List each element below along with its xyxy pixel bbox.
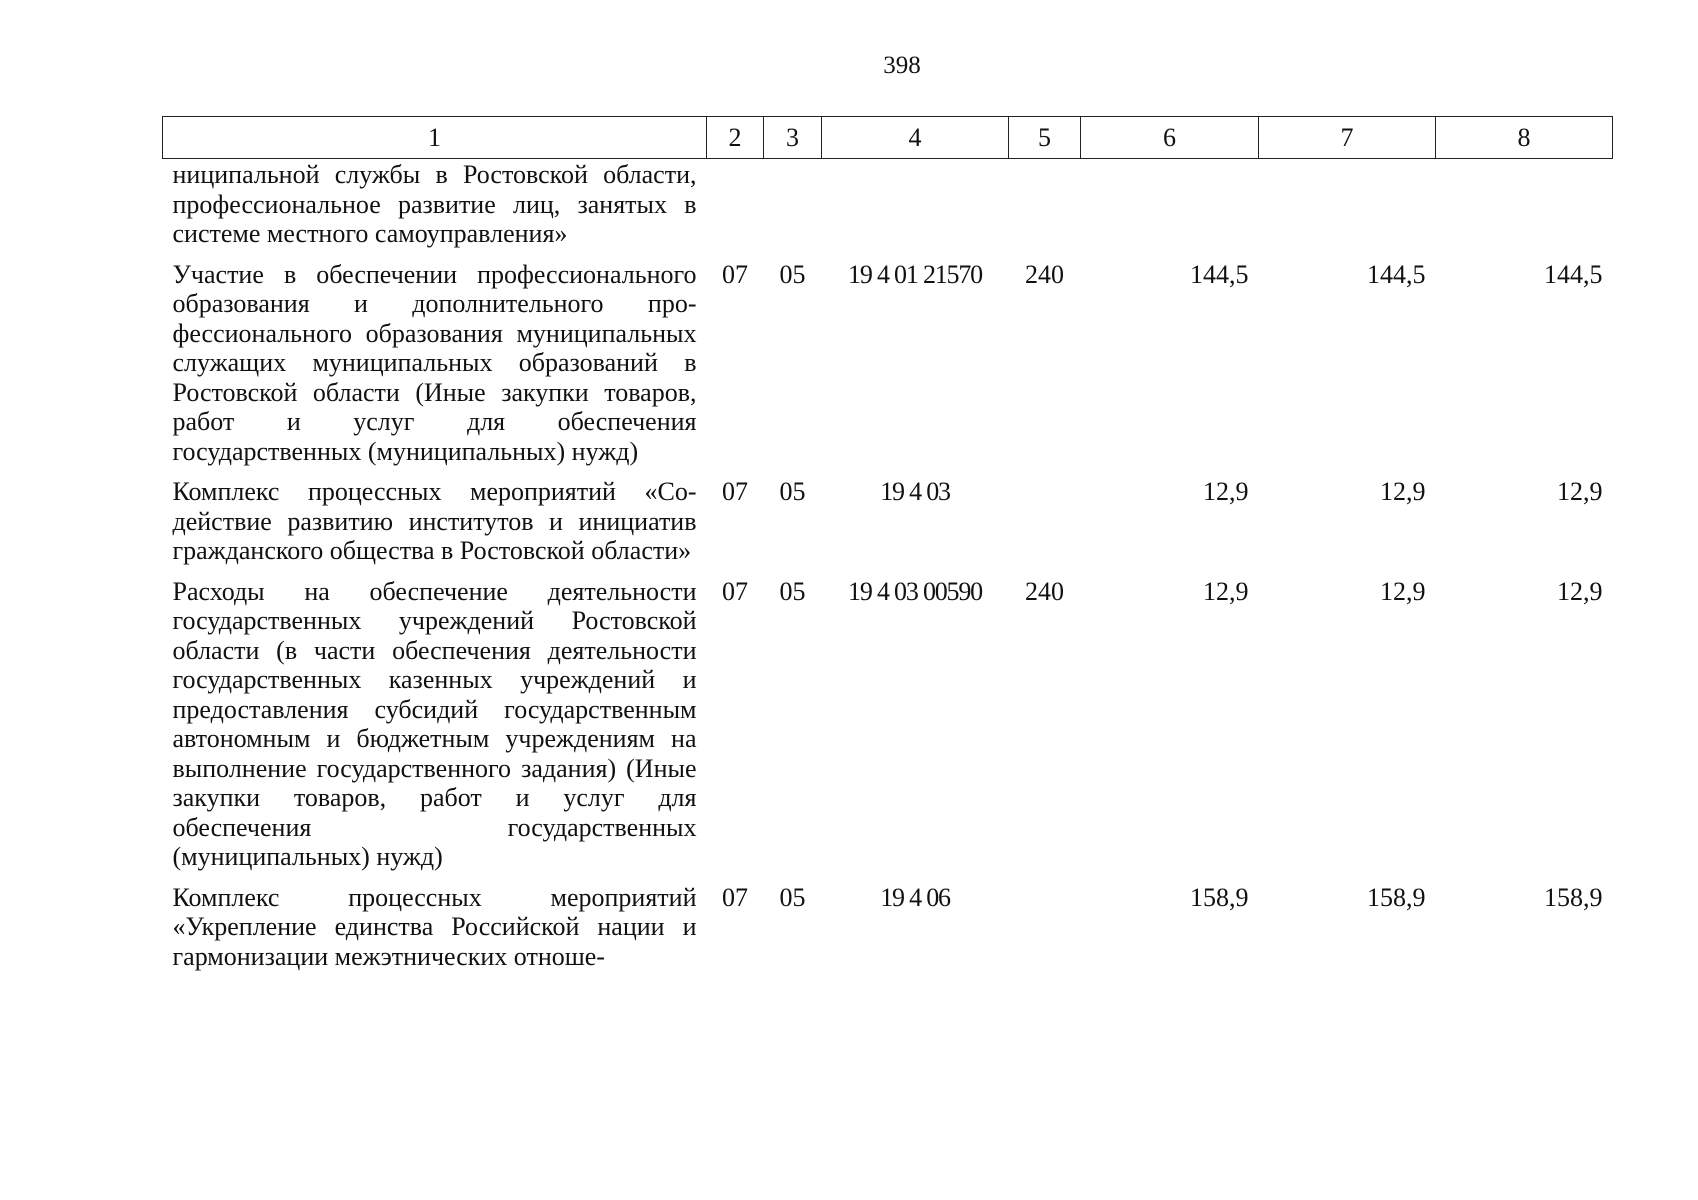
- row-description: ниципальной службы в Ростовской области, профессиональное развитие лиц, занятых в системе местного самоуправления»: [172, 160, 697, 248]
- row-subsection: 05: [779, 576, 806, 606]
- row-section: [707, 159, 764, 260]
- column-header-7: 7: [1259, 117, 1436, 159]
- row-amount-1: [1081, 159, 1259, 260]
- row-amount-1: 144,5: [1190, 259, 1249, 289]
- column-header-1: 1: [163, 117, 707, 159]
- table-header: [163, 117, 1613, 159]
- row-section: 07: [722, 259, 748, 289]
- row-target-article: 19 4 01 21570: [848, 259, 982, 289]
- row-description: Участие в обеспечении профессионального образования и дополнительного профессионального образования муниципальных служащих муниципальных образований в Ростовской области (Иные закупки товаров, работ и услуг для обеспечения государственных (муниципальных) нужд): [172, 259, 697, 466]
- row-section: 07: [722, 882, 748, 912]
- column-header-4: 4: [822, 117, 1009, 159]
- row-expense-type: [1009, 883, 1081, 972]
- row-subsection: [764, 159, 822, 260]
- row-target-article: 19 4 03 00590: [848, 576, 982, 606]
- row-description: Комплекс процессных мероприятий «Укрепление единства Российской нации и гармонизации межэтнических отноше-: [172, 882, 697, 971]
- row-amount-3: 12,9: [1557, 477, 1603, 506]
- column-header-5: 5: [1009, 117, 1081, 159]
- row-amount-2: 12,9: [1380, 576, 1426, 606]
- header-row: [163, 117, 1613, 159]
- row-target-article: [822, 159, 1009, 260]
- column-header-8: 8: [1436, 117, 1613, 159]
- table-body: [163, 159, 1613, 972]
- row-amount-3: 144,5: [1544, 259, 1603, 289]
- table-row: [163, 477, 1613, 577]
- row-section: 07: [722, 477, 748, 506]
- row-expense-type: [1009, 159, 1081, 260]
- row-amount-3: [1436, 159, 1613, 260]
- row-amount-2: 144,5: [1367, 259, 1426, 289]
- row-amount-3: 12,9: [1557, 576, 1603, 606]
- row-target-article: 19 4 03: [880, 477, 950, 506]
- row-expense-type: 240: [1025, 576, 1064, 606]
- row-description: Комплекс процессных мероприятий «Содействие развитию институтов и инициатив гражданского общества в Ростовской области»: [172, 477, 697, 565]
- budget-table: [162, 116, 1613, 971]
- row-description: Расходы на обеспечение деятельности государственных учреждений Ростовской области (в части обеспечения деятельности государственных казенных учреждений и предоставления субсидий государственным автономным и бюджетным учреждениям на выполнение государственного задания) (Иные закупки товаров, работ и услуг для обеспечения государственных (муниципальных) нужд): [172, 576, 697, 871]
- row-expense-type: 240: [1025, 259, 1064, 289]
- row-amount-3: 158,9: [1544, 882, 1603, 912]
- column-header-6: 6: [1081, 117, 1259, 159]
- row-subsection: 05: [779, 882, 806, 912]
- row-amount-1: 12,9: [1203, 477, 1249, 506]
- row-subsection: 05: [779, 259, 806, 289]
- row-amount-2: 158,9: [1367, 882, 1426, 912]
- table-row: [163, 159, 1613, 260]
- row-amount-1: 158,9: [1190, 882, 1249, 912]
- page-number: 398: [883, 52, 921, 79]
- column-header-3: 3: [764, 117, 822, 159]
- row-amount-2: 12,9: [1380, 477, 1426, 506]
- row-target-article: 19 4 06: [880, 882, 950, 912]
- table-row: [163, 577, 1613, 883]
- table-row: [163, 260, 1613, 478]
- column-header-2: 2: [707, 117, 764, 159]
- row-section: 07: [722, 576, 748, 606]
- row-amount-2: [1259, 159, 1436, 260]
- table-row: [163, 883, 1613, 972]
- row-amount-1: 12,9: [1203, 576, 1249, 606]
- row-subsection: 05: [779, 477, 806, 506]
- row-expense-type: [1009, 477, 1081, 577]
